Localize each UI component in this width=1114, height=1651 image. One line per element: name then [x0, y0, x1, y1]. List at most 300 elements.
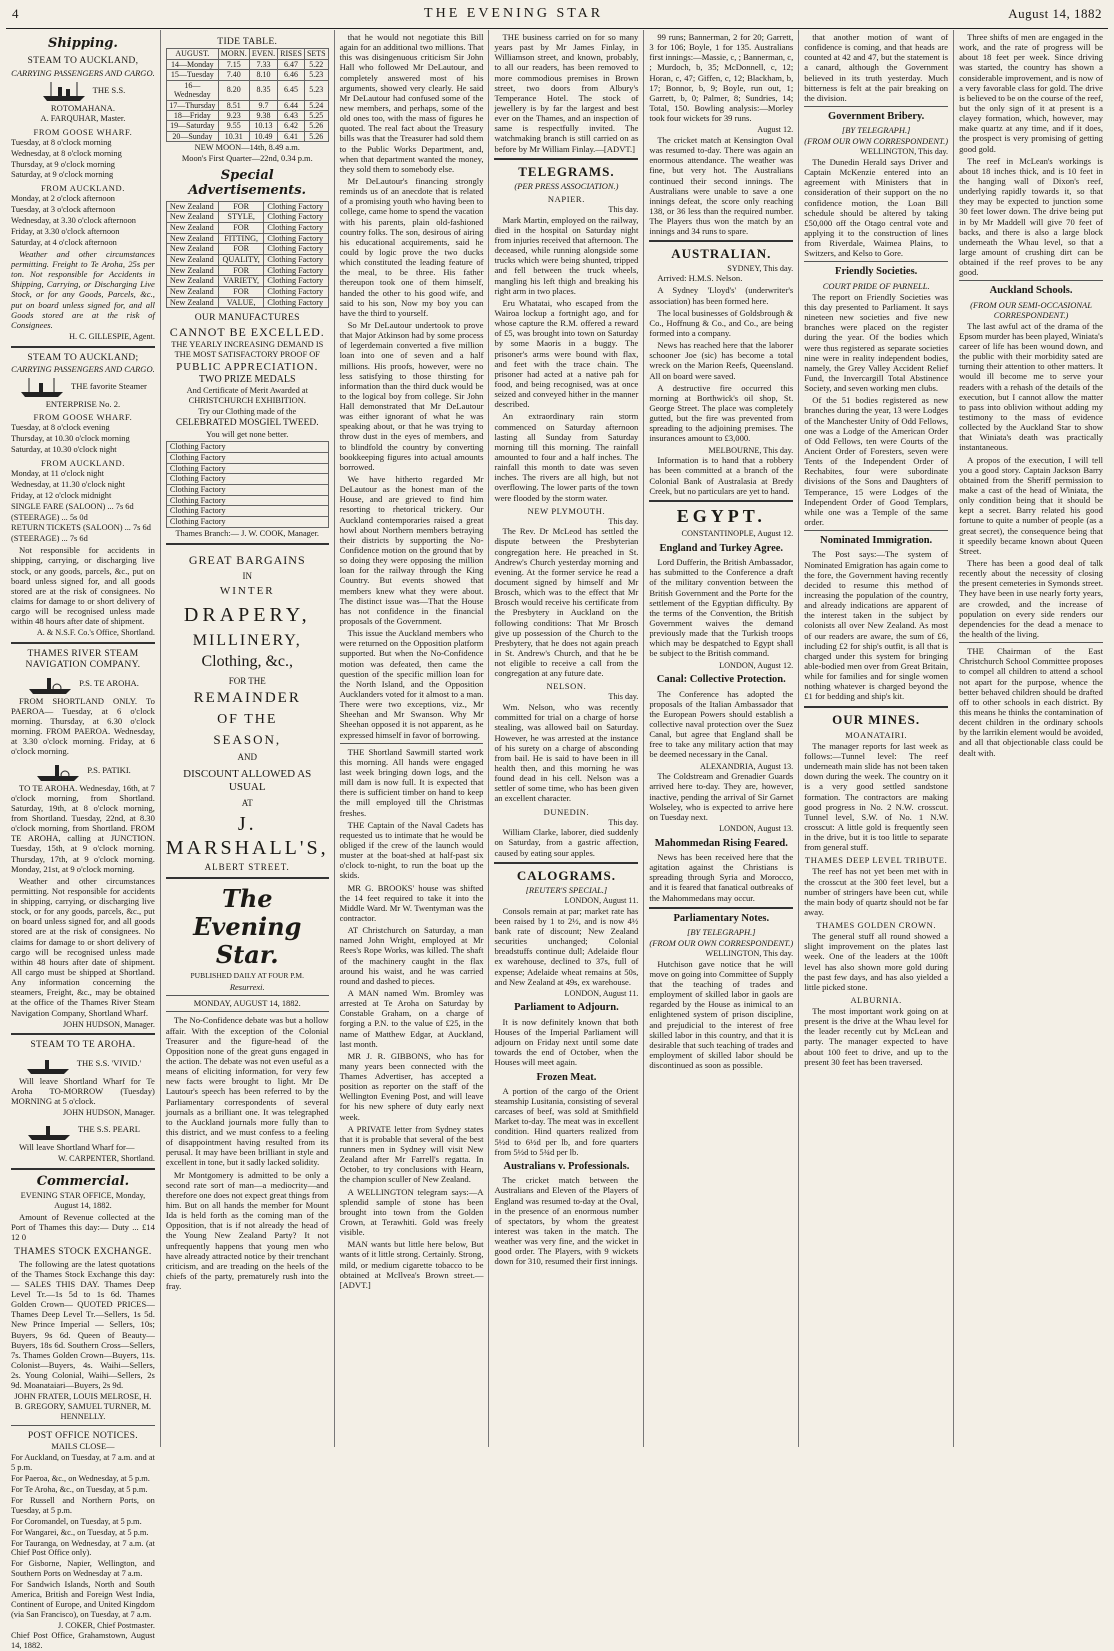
tweed-post: You will get none better.	[206, 430, 289, 440]
ad3-ship-row	[11, 672, 155, 696]
tide-row	[166, 80, 328, 100]
tide-cell: 9.23	[218, 110, 249, 120]
tide-cell: 5.23	[304, 80, 328, 100]
clothing-cell: Clothing Factory	[264, 223, 328, 234]
clothing-row	[166, 485, 328, 496]
bargain-line: ALBERT STREET.	[204, 862, 290, 873]
telegrams-subheading: (PER PRESS ASSOCIATION.)	[514, 181, 619, 192]
leader-paragraph: The No-Confidence debate was but a hollow affair. With the exception of the Colonial Treasurer and the figure-head of the Opposition none of the great guns engaged in the action. The debate was not even useful as a means of eliciting information, for very few new facts were brought to light. Mr De Lautour's speech has been referred to by the Parliamentary correspondents of several journals as a brilliant one. It was telegraphed to the Auckland journals more fully than to this district, and we must confess to a feeling of disappointment having resulted from its perusal. It may have been brilliant in style and excellent in tone, but it sadly lacked solidity.	[165, 1015, 329, 1168]
ad1-ship-name: THE S.S. ROTOMAHANA.	[50, 84, 126, 113]
clothing-cell: New Zealand	[166, 244, 218, 255]
clothing-row	[166, 452, 328, 463]
clothing-row	[166, 233, 328, 244]
bargain-line: DRAPERY,	[183, 604, 311, 627]
stock-text: The following are the latest quotations of the Thames Stock Exchange this day:— SALES THIS DAY. Thames Deep Level Tr.—1s 5d to 1s 6d. Thames Golden Crown— QUOTED PRICES— Thames Deep Level Tr.—Sellers, 1s 5d. New Prince Imperial — Sellers, 10s; Buyers, 9s 6d. Queen of Beauty—Buyers, 18s 6d. Southern Cross—Sellers, 7s. Thames Golden Crown—Buyers, 11s. Colonist—Buyers, 4s. Waihi—Sellers, 2s. Young Colonial, Waihi—Sellers, 2s 9d. Moanataiari—Buyers, 2s 9d.	[11, 1258, 155, 1391]
golden-crown-paragraph: The general stuff all round showed a slight improvement on the plates last week. One of the leaders at the 100ft level has also shown more gold during the past few days, and has also yielded a little picked stone.	[804, 931, 949, 992]
tide-row	[166, 131, 328, 141]
tide-cell: 6.41	[278, 131, 305, 141]
ad2-subheading: CARRYING PASSENGERS AND CARGO.	[11, 364, 155, 374]
tide-cell: 7.15	[218, 59, 249, 69]
frozen-meat-paragraph: A portion of the cargo of the Orient steamship Lusitania, consisting of several carcases of beef, was sold at Smithfield Market to-day. The meat was in excellent condition. Hind quarters realized from 5½d to 6½d per lb, and fore quarters from 5½d to 5¾d per lb.	[494, 1085, 639, 1157]
columns	[6, 30, 1108, 1651]
schools-sub: (FROM OUR SEMI-OCCASIONAL CORRESPONDENT.)	[970, 299, 1092, 320]
sydney-paragraph: Arrived: H.M.S. Nelson.	[657, 273, 743, 284]
tide-cell: 5.25	[304, 110, 328, 120]
column-1	[6, 30, 161, 1651]
clothing-row	[166, 474, 328, 485]
closing-paragraph: THE Chairman of the East Christchurch School Committee proposes to compel all children to attend a school not apart for the purpose, whence the better behaved children should be drafted off to other schools in each district. By this means he thinks the contamination of decent children in the ordinary schools by the larrikin element would be avoided, and all that objectionable class could be dealt with.	[959, 646, 1103, 758]
appreciation-banner: PUBLIC APPRECIATION.	[176, 360, 319, 373]
ad2-from-2: FROM AUCKLAND.	[40, 457, 125, 468]
column-5	[644, 30, 799, 1447]
medals-sub: And Certificate of Merit Awarded at CHRISTCHURCH EXHIBITION.	[186, 386, 308, 406]
clothing-cell: New Zealand	[166, 233, 218, 244]
ad4-signature: JOHN HUDSON, Manager.	[63, 1019, 155, 1029]
steamship-icon	[19, 375, 65, 399]
article-paragraph: Three shifts of men are engaged in the work, and the rate of progress will be about 18 feet per week. Since driving was started, the country has shown a considerable improvement, and is now of a very favorable class for gold. The drive is believed to be on the course of the reef, but the only sign of it at present is a clayey formation, which, however, may make quartz at any time, and if it does, the prospect is very promising of getting good gold.	[959, 32, 1103, 154]
post-signature: J. COKER, Chief Postmaster.	[57, 1620, 155, 1630]
ad2-schedule-2-2: Friday, at 12 o'clock midnight	[11, 490, 112, 500]
parliament-sub: [BY TELEGRAPH.]	[687, 927, 756, 938]
frozen-meat-heading: Frozen Meat.	[536, 1071, 597, 1083]
bargain-line: AT	[241, 798, 253, 809]
ad2-heading: STEAM TO AUCKLAND;	[27, 351, 139, 363]
ad1-schedule-2-0: Monday, at 2 o'clock afternoon	[11, 194, 115, 204]
tweed-pre: Try our Clothing made of the	[198, 407, 297, 417]
divider	[494, 862, 638, 864]
ad3-ship-name: P.S. TE AROHA.	[79, 677, 139, 688]
bargain-line: Clothing, &c.,	[201, 652, 294, 670]
new-plymouth-date: This day.	[608, 516, 639, 526]
dunedin-date: This day.	[608, 817, 639, 827]
tide-cell: 19—Saturday	[166, 121, 218, 131]
immigration-heading: Nominated Immigration.	[820, 535, 933, 547]
paddle-steamer-icon	[35, 759, 81, 783]
divider	[494, 158, 638, 160]
article-paragraph: We have hitherto regarded Mr DeLautour as the honest man of the House, and are grieved to find him resorting to rhetorical trickery. Our Auckland contemporaries raised a great howl about Northern members betraying their districts by supporting the No-Confidence motion on the ground that by so doing they were opposing the million loan for the railway through the King Country. But events showed that members knew what they were about. The distinct issue was—That the House has not confidence in the financial proposals of the Government.	[339, 474, 484, 627]
ad1-ship-row	[11, 79, 155, 113]
calograms-heading: CALOGRAMS.	[516, 867, 617, 883]
ad6-signature: W. CARPENTER, Shortland.	[58, 1153, 155, 1163]
page-number: 4	[12, 6, 19, 21]
sydney-paragraph: A destructive fire occurred this morning at Borthwick's oil shop, St. George Street. The place was completely gutted, but the fire was prevented from spreading to the adjoining premises. The insurances amount to £3,000.	[649, 382, 794, 444]
post-line: For Russell and Northern Ports, on Tuesday, at 5 p.m.	[11, 1495, 155, 1515]
column-2	[161, 30, 335, 1447]
bargain-line: WINTER	[219, 585, 275, 598]
tide-row	[166, 70, 328, 80]
tide-moon-1: NEW MOON—14th, 8.49 a.m.	[194, 143, 300, 153]
tide-heading: TIDE TABLE.	[217, 36, 278, 47]
clothing-cell: Clothing Factory	[264, 265, 328, 276]
post-line: For Tauranga, on Wednesday, at 7 a.m. (at Chief Post Office only).	[11, 1538, 155, 1558]
post-footer: Chief Post Office, Grahamstown, August 14, 1882.	[11, 1631, 155, 1651]
ad6-text: Will leave Shortland Wharf for—	[19, 1141, 135, 1152]
fare-3: (STEERAGE) ... 7s 6d	[11, 534, 88, 544]
immigration-paragraph: The Post says:—The system of Nominated Emigration has again come to the fore, the Government having recently decided to resume this method of increasing the population of the country, and already indications are apparent of the interest taken in the subject by colonists all over New Zealand. As most of our readers are aware, the sum of £6, including £2 for ship's outfit, is all that is charged under this system for bringing able-bodied men over from Great Britain, while for families and for single women nothing whatever is charged beyond the £1 for bedding and ship's kit.	[804, 549, 949, 702]
post-heading: POST OFFICE NOTICES.	[27, 1430, 138, 1442]
divider	[166, 543, 329, 545]
wellington-dateline: WELLINGTON, This day.	[705, 949, 794, 959]
news-item: MAN wants but little here below, But wants of it little strong. Certainly. Strong, mild, or medium cigarette tobacco to be obtained at McIlvea's Brown street.—[ADVT.]	[339, 1239, 484, 1290]
clothing-cell: FOR	[218, 244, 263, 255]
tide-col-header: AUGUST.	[166, 49, 218, 59]
bribery-paragraph: The Dunedin Herald says Driver and Captain McKenzie entered into an agreement with Ministers that in consideration of their support on the no confidence motion, the Loan Bill schedule should be altered by taking £50,000 off the Otago central vote and applying it to the construction of lines from Riverdale, Waimea Plains, to Switzers, and Kelso to Gore.	[804, 157, 949, 259]
article-paragraph: The reef in McLean's workings is about 18 inches thick, and is 10 feet in the hanging wall of Dixon's reef, underlying rapidly towards it, so that they may be expected to junction some 30 feet lower down. The drive being put in by Mr Maddell will give 70 feet of backs, and there is also a large block underneath the Whau level, so that a large amount of crushing dirt can be obtained if the reef proves to be any good.	[959, 155, 1103, 278]
commercial-text: Amount of Revenue collected at the Port of Thames this day:— Duty ... £14 12 0	[11, 1211, 155, 1243]
tide-cell: 9.7	[249, 100, 277, 110]
clothing-cell: FOR	[218, 201, 263, 212]
bribery-sub-2: (FROM OUR OWN CORRESPONDENT.)	[804, 136, 949, 147]
commercial-heading: Commercial.	[36, 1173, 130, 1189]
australian-heading: AUSTRALIAN.	[671, 246, 772, 262]
ad2-ship-name: THE favorite Steamer ENTERPRISE No. 2.	[45, 380, 147, 410]
clothing-cell: Clothing Factory	[264, 212, 328, 223]
news-item: THE Shortland Sawmill started work this morning. All hands were engaged last week bringing down logs, and the mill dam is now full. It is expected that there is sufficient timber on hand to keep the mill employed till the Christmas freshes.	[339, 746, 484, 818]
clothing-cell: Clothing Factory	[166, 442, 328, 453]
ad1-schedule-2-3: Friday, at 3.30 o'clock afternoon	[11, 227, 120, 237]
cricket-paragraph: The cricket match at Kensington Oval was resumed to-day. There was again an enormous attendance. The weather was fine, but very hot. The Australians continued their second innings. The Australians were unable to save a one innings defeat, the score only reaching 138, or 36 less than the required number. The Players thus won the match by an innings and 34 runs to spare.	[649, 134, 794, 237]
divider	[11, 1033, 155, 1035]
finlay-advert: THE business carried on for so many years past by Mr James Finlay, in Williamson street, and known, probably, to all our readers, has been removed to more commodious premises in Brown street, two doors from Albury's Temperance Hotel. The stock of jewellery is by far the largest and best ever on the Thames, and an inspection of same is respectfully invited. The watchmaking branch is still carried on as before by Mr William Finlay.—[ADVT.]	[494, 32, 639, 154]
clothing-cell: Clothing Factory	[264, 244, 328, 255]
clothing-row	[166, 276, 328, 287]
masthead-title: THE EVENING STAR	[424, 6, 604, 21]
divider	[340, 743, 484, 744]
post-line: For Paeroa, &c., on Wednesday, at 5 p.m.	[11, 1474, 150, 1484]
divider	[166, 1011, 329, 1012]
clothing-row	[166, 201, 328, 212]
clothing-row	[166, 297, 328, 308]
dunedin-paragraph: William Clarke, laborer, died suddenly on Saturday, from a gastric affection, caused by eating sour apples.	[494, 827, 639, 858]
tide-cell: 6.46	[278, 70, 305, 80]
tide-row	[166, 59, 328, 69]
sydney-paragraph: The local businesses of Goldsbrough & Co., Hoffnung & Co., and Co., are being formed into a company.	[649, 307, 794, 339]
motto: Resurrexi.	[229, 981, 265, 992]
clothing-cell: FOR	[218, 223, 263, 234]
steamship-icon	[25, 1052, 71, 1076]
divider	[11, 1425, 155, 1426]
clothing-cell: Clothing Factory	[166, 463, 328, 474]
manufactures-heading: OUR MANUFACTURES	[194, 312, 300, 324]
excelled-banner: CANNOT BE EXCELLED.	[169, 324, 325, 339]
divider	[804, 706, 948, 708]
tide-moon-2: Moon's First Quarter—22nd, 0.34 p.m.	[181, 154, 313, 164]
bargain-line: DISCOUNT ALLOWED AS USUAL	[183, 768, 312, 794]
masthead-date: August 14, 1882	[1008, 6, 1102, 21]
clothing-cell: FITTING,	[218, 233, 263, 244]
tide-cell: 8.35	[249, 80, 277, 100]
clothing-row	[166, 244, 328, 255]
clothing-cell: STYLE,	[218, 212, 263, 223]
clothing-cell: Clothing Factory	[166, 495, 328, 506]
clothing-row	[166, 517, 328, 528]
clothing-row	[166, 495, 328, 506]
ad1-note: Weather and other circumstances permitting. Freight to Te Aroha, 25s per ton. Not responsible for Accidents in Shipping, Carrying, or Discharging Live Stock, or for any Goods, Parcels, &c., put on board unless signed for, and all Goods stored are at the risk of Consignees.	[11, 248, 155, 330]
clothing-cell: Clothing Factory	[166, 485, 328, 496]
tide-cell: 18—Friday	[166, 110, 218, 120]
london-paragraph: Consols remain at par; market rate has been raised by 1 to 2½, and is now 4½ bank rate of discount; New Zealand securities unchanged; Colonial breadstuffs continue dull; Adelaide flour ex warehouse, declined to 37s, full of expense; Adelaide wheat remains at 50s, and New Zealand at 49s, ex warehouse.	[494, 905, 639, 987]
friendly-paragraph: Of the 51 bodies registered as new branches during the year, 13 were Lodges of the Manchester Unity of Odd Fellows, one was a Lodge of the American Order of Odd Fellows, ten were Courts of the Ancient Order of Foresters, seven were Tents of the Independent Order of Rechabites, four were subordinate divisions of the Sons and Daughters of Temperance, 15 were Lodges of the Independent Order of Good Templars, while one was a Temple of the same order.	[804, 395, 949, 527]
post-line: For Gisborne, Napier, Wellington, and Southern Ports on Wednesday at 7 a.m.	[11, 1559, 155, 1579]
ad5-text: Will leave Shortland Wharf for Te Aroha TO-MORROW (Tuesday) MORNING at 5 o'clock.	[11, 1075, 155, 1107]
ad1-subheading: CARRYING PASSENGERS AND CARGO.	[11, 67, 155, 78]
post-line: For Sandwich Islands, North and South America, British and Foreign West India, Continent of Europe, and United Kingdom (via San Francisco), on Tuesday, at 7 a.m.	[11, 1580, 155, 1619]
post-subheading: MAILS CLOSE—	[51, 1442, 115, 1452]
ad2-schedule-1-1: Thursday, at 10.30 o'clock morning	[11, 434, 130, 444]
ad2-ship-row	[11, 375, 155, 409]
divider	[11, 642, 155, 644]
newspaper-nameplate: The Evening Star.	[193, 883, 302, 970]
ad1-schedule-2-1: Tuesday, at 3 o'clock afternoon	[11, 205, 116, 215]
clothing-cell: Clothing Factory	[264, 297, 328, 308]
ad6-ship-name: THE S.S. PEARL	[77, 1123, 140, 1134]
london-dateline: LONDON, August 11.	[564, 988, 639, 998]
tide-cell: 8.20	[218, 80, 249, 100]
tide-cell: 14—Monday	[166, 59, 218, 69]
clothing-row	[166, 287, 328, 298]
cricket-paragraph: The cricket match between the Australians and Eleven of the Players of England was resumed to-day at the Oval, in the presence of an enormous number of spectators, by whom the greatest interest was taken in the match. The weather was very fine, and the wicket in good order. The Players, with 9 wickets down for 310, resumed their first innings.	[494, 1175, 639, 1267]
clothing-cell: QUALITY,	[218, 255, 263, 266]
fare-2: RETURN TICKETS (SALOON) ... 7s 6d	[11, 523, 151, 533]
article-paragraph: that he would not negotiate this Bill again for an additional two millions. That this was disingenuous criticism Sir John Hall who followed Mr DeLautour, and completely answered most of his arguments, showed very clearly. He said Mr DeLautour had confused some of the new members, and perhaps, some of the old ones too, with the mass of figures he quoted. The real fact about the Treasury bills was that the Treasurer had sold them to the Public Works Department, and, when that department wanted the money, they sold them to somebody else.	[339, 32, 484, 174]
tide-col-header: EVEN.	[249, 49, 277, 59]
clothing-factory-table	[166, 201, 329, 309]
masthead	[6, 0, 1108, 29]
clothing-cell: New Zealand	[166, 255, 218, 266]
bargain-line: SEASON,	[213, 732, 282, 748]
napier-paragraph: An extraordinary rain storm commenced on Saturday afternoon lasting all Sunday from Saturday morning till this morning. The rainfall amounted to four and a half inches. The rainfall this month to date was seven inches. The rivers are all high, but not overflowing. The lower parts of the town were flooded by the storm water.	[494, 411, 639, 503]
divider	[804, 261, 948, 262]
ad5-ship-row	[11, 1052, 155, 1076]
new-plymouth-paragraph: The Rev. Dr McLeod has settled the dispute between the Presbyterian congregation here. He preached in St. Andrew's Church yesterday morning and evening. At the former service he read a document signed by himself and Mr Brosch, which was to the effect that Mr Brosch would receive his certificate from the Presbytery in Auckland on the following conditions: That Mr Brosch give up possession of the Church to the Presbytery, that he does not again preach in St. Andrew's Church, and that he be not eligible to receive a call from the congregation at any future date.	[494, 526, 639, 679]
bargain-line: AND	[237, 751, 257, 762]
london-dateline: August 12.	[757, 125, 794, 135]
egypt-heading: EGYPT.	[676, 505, 766, 526]
tide-cell: 5.26	[304, 131, 328, 141]
column-6	[799, 30, 954, 1447]
ad1-from-2: FROM AUCKLAND.	[40, 183, 125, 194]
bargain-line: MILLINERY,	[192, 631, 302, 649]
clothing-cell: New Zealand	[166, 201, 218, 212]
clothing-row	[166, 506, 328, 517]
tide-cell: 6.43	[278, 110, 305, 120]
ad4-ship-row	[11, 759, 155, 783]
canal-paragraph: The Conference has adopted the proposals of the Italian Ambassador that the European Powers should establish a collective naval protection over the Suez Canal, but agree that England shall be free to take any military action that may be deemed necessary in the Canal.	[649, 688, 794, 760]
napier-date: This day.	[608, 205, 639, 215]
clothing-cell: VALUE,	[218, 297, 263, 308]
tide-cell: 6.42	[278, 121, 305, 131]
column-3	[335, 30, 490, 1447]
tide-col-header: RISES	[278, 49, 305, 59]
clothing-row	[166, 463, 328, 474]
ad6-ship-row	[11, 1118, 155, 1142]
clothing-cell: Clothing Factory	[264, 233, 328, 244]
alburnia-heading: ALBURNIA.	[850, 995, 902, 1006]
post-line: For Wangarei, &c., on Tuesday, at 5 p.m.	[11, 1527, 149, 1537]
bargain-line: FOR THE	[228, 675, 266, 686]
clothing-cell: Clothing Factory	[166, 452, 328, 463]
london-dateline: LONDON, August 11.	[564, 896, 639, 905]
divider	[166, 995, 329, 996]
news-item: A WELLINGTON telegram says:—A splendid sample of stone has been brought into town from the Golden Crown, at Terawhiti. Gold was freely visible.	[339, 1186, 484, 1238]
melbourne-dateline: MELBOURNE, This day.	[708, 445, 794, 455]
schools-paragraph: The last awful act of the drama of the Epsom murder has been played, Winiata's career of life has been wound down, and the public with their morbidity sated are turning their attention to other matters. It would ill become me to serve your readers with a rehash of the details of the execution, but I cannot allow the matter to pass into oblivion without adding my testimony to the mass of evidence collected by the Auckland Star to show that Winiata's death was practically instantaneous.	[959, 320, 1103, 453]
ad1-schedule-1-3: Saturday, at 9 o'clock morning	[11, 170, 114, 180]
clothing-factory-table-2	[166, 441, 329, 527]
divider	[804, 106, 948, 107]
news-item: MR G. BROOKS' house was shifted the 14 feet required to take it into the Middle Ward. Mr W. Twentyman was the contractor.	[339, 882, 484, 923]
ad1-agent: A. FARQUHAR, Master.	[40, 113, 126, 123]
paddle-steamer-icon	[27, 672, 73, 696]
rising-heading: Mahommedan Rising Feared.	[654, 837, 788, 849]
tide-cell: 9.38	[249, 110, 277, 120]
dunedin-heading: DUNEDIN.	[543, 806, 590, 817]
tweed-banner: CELEBRATED MOSGIEL TWEED.	[175, 418, 319, 429]
cricket-heading: Australians v. Professionals.	[503, 1160, 630, 1172]
ad2-from-1: FROM GOOSE WHARF.	[33, 412, 133, 423]
tide-cell: 10.13	[249, 121, 277, 131]
ad3-text: FROM SHORTLAND ONLY. To PAEROA— Tuesday, at 6 o'clock morning. Thursday, at 6.30 o'clock morning. FROM PAEROA. Wednesday, at 3.30 o'clock morning. Friday, at 6 o'clock morning.	[11, 695, 155, 757]
column-4	[489, 30, 644, 1447]
steamship-icon	[26, 1118, 72, 1142]
ad2-schedule-1-0: Tuesday, at 8 o'clock evening	[11, 423, 110, 433]
friendly-sub: COURT PRIDE OF PARNELL.	[822, 280, 930, 291]
divider	[649, 907, 793, 909]
medals: TWO PRIZE MEDALS	[198, 373, 296, 385]
napier-paragraph: Eru Whatatai, who escaped from the Wairoa lockup a fortnight ago, and for whose capture the R.M. offered a reward of £5, was brought into town on Saturday by some Maoris in a buggy. The prisoner's arms were bound with flax, and feet with the trace chain. The prisoner had acted at a native pah for food, and being recognised, was at once seized and conveyed hither in the manner described.	[494, 297, 639, 410]
cricket-score-paragraph: 99 runs; Bannerman, 2 for 20; Garrett, 3 for 106; Boyle, 1 for 135. Australians first innings:—Massie, c, ; Bannerman, c, ; Murdoch, b, 35; McDonnell, c, 12; Horan, c, 47; Giffen, c, 12; Blackham, b, 17; Bonnor, b, 9; Boyle, run out, 1; Garrett, b, 0; Palmer, 8; Sundries, 14; Total, 150. Bowling analysis:—Morley took four wickets for 39 runs.	[649, 32, 794, 124]
article-paragraph: This issue the Auckland members who were returned on the Opposition platform supported. But when the No-Confidence motion was defeated, then came the question of the specific million loan for the North Island, and the Opposition Aucklanders voted for it almost to a man. There were two exceptions, viz., Mr Sheehan and Mr Swanson. Why Mr Sheehan opposed it is not apparent, as he expressed himself in favor of borrowing.	[339, 628, 484, 740]
tide-cell: 5.23	[304, 70, 328, 80]
london-dateline: LONDON, August 13.	[719, 823, 794, 833]
ad5-ship-name: THE S.S. 'VIVID.'	[76, 1057, 142, 1068]
post-line: For Auckland, on Tuesday, at 7 a.m. and at 5 p.m.	[11, 1453, 155, 1473]
news-item: AT Christchurch on Saturday, a man named John Wright, employed at Mr Rees's Rope Works, was killed. The shaft of the machinery caught in the flax around his waist, and he was carried round and dashed to pieces.	[339, 925, 484, 986]
tide-cell: 6.47	[278, 59, 305, 69]
excelled-sub: THE YEARLY INCREASING DEMAND IS THE MOST SATISFACTORY PROOF OF	[171, 339, 324, 359]
tide-cell: 8.10	[249, 70, 277, 80]
tide-cell: 5.22	[304, 59, 328, 69]
fare-1: (STEERAGE) ... 5s 0d	[11, 512, 88, 522]
clothing-cell: New Zealand	[166, 223, 218, 234]
turkey-paragraph: Lord Dufferin, the British Ambassador, has submitted to the Conference a draft of the military convention between the British Government and the Porte for the settlement of the Egyptian difficulty. By the terms of the Convention, the British Government waives the demand previously made that the Turkish troops which may be despatched to Egypt shall be subject to the British command.	[649, 557, 794, 659]
london-dateline: LONDON, August 12.	[719, 660, 794, 670]
ad1-heading: STEAM TO AUCKLAND,	[27, 55, 139, 67]
clothing-cell: New Zealand	[166, 212, 218, 223]
wellington-dateline: WELLINGTON, This day.	[860, 147, 949, 157]
telegrams-heading: TELEGRAMS.	[518, 163, 615, 179]
marshall-advert	[166, 553, 329, 873]
ad4-ship-name: P.S. PATIKI.	[87, 764, 131, 775]
clothing-cell: VARIETY,	[218, 276, 263, 287]
article-paragraph: Mr DeLautour's financing strongly reminds us of an anecdote that is related of a promising youth who having been to college, came home to spend the vacation with his parents, plain old-fashioned country folks. The son, desirous of airing his educational acquirements, said he could by logic prove the two ducks which constituted the leading feature of the meal, to be three. His father thereupon took one of them himself, handed the other to his good wife, and said to his son, Now my boy you can have the third to yourself.	[339, 175, 484, 318]
ad4-text: TO TE AROHA. Wednesday, 16th, at 7 o'clock morning, from Shortland. Saturday, 19th, at 8 o'clock morning, from Shortland. Tuesday, 22nd, at 8.30 o'clock morning, from Shortland. FROM TE AROHA, calling at JUNCTION. Tuesday, 15th, at 9 o'clock morning. Thursday, 17th, at 9 o'clock morning. Monday, 21st, at 9 o'clock morning.	[11, 782, 155, 874]
clothing-cell: FOR	[218, 265, 263, 276]
article-paragraph: So Mr DeLautour undertook to prove that Major Atkinson had by some process of legerdemain converted a five million loan into one of seven and a half millions. His proofs, however, were no less satisfying to those thirsting for information than the third duck would be to the logical boy from college. Sir John Hall demonstrated that Mr DeLautour was either ignorant of what he was speaking about, or that he was trying to throw dust in the eyes of members, and to blindfold the country by converting bookkeeping figures into actual amounts borrowed.	[339, 319, 484, 472]
schools-heading: Auckland Schools.	[989, 285, 1073, 297]
bargain-line: GREAT BARGAINS	[188, 552, 306, 567]
tide-cell: 5.24	[304, 100, 328, 110]
post-line: For Coromandel, on Tuesday, at 5 p.m.	[11, 1516, 142, 1526]
stock-heading: THAMES STOCK EXCHANGE.	[14, 1246, 152, 1258]
divider	[649, 500, 793, 502]
ad1-schedule-1-1: Wednesday, at 8 o'clock morning	[11, 148, 122, 158]
melbourne-paragraph: Information is to hand that a robbery has been committed at a branch of the Colonial Bank of Australasia at Bredy Creek, but no particulars are yet to hand.	[649, 455, 794, 496]
ad3-heading: THAMES RIVER STEAM NAVIGATION COMPANY.	[25, 648, 141, 671]
tide-cell: 20—Sunday	[166, 131, 218, 141]
column-7	[954, 30, 1108, 1447]
ad2-note: Not responsible for accidents in shipping, carrying, or discharging live stock, or any goods, parcels, &c., put on board unless signed for, and all goods stored are at the risk of consignees. No claims for damage to or short delivery of cargo will be recognised unless made within 48 hours after date of shipment.	[11, 545, 155, 627]
bargain-line: OF THE	[217, 711, 278, 727]
schools-paragraph: A propos of the execution, I will tell you a good story. Captain Jackson Barry obtained from the Sheriff permission to make a cast of the head of Winiata, the only condition being that it should be kept a secret. Barry related his good fortune to quite a number of people (as a great secret), the consequence being that it speedily became known about Queen Street.	[959, 454, 1103, 556]
tide-col-header: SETS	[304, 49, 328, 59]
rising-paragraph: News has been received here that the agitation against the Christians is spreading through Syria and Morocco, and it is feared that fanatical outbreaks of the Mahommedans may occur.	[649, 851, 794, 903]
canal-heading: Canal: Collective Protection.	[656, 674, 786, 686]
tide-cell: 6.45	[278, 80, 305, 100]
turkey-heading: England and Turkey Agree.	[659, 542, 784, 554]
special-ads-heading: Special Advertisements.	[188, 168, 307, 199]
adjourn-paragraph: It is now definitely known that both Houses of the Imperial Parliament will adjourn on Friday next until some date towards the end of October, when the Houses will meet again.	[494, 1016, 639, 1068]
sydney-dateline: SYDNEY, This day.	[727, 263, 794, 273]
nelson-heading: NELSON.	[546, 681, 587, 692]
published-line: PUBLISHED DAILY AT FOUR P.M.	[190, 970, 304, 980]
news-item: A PRIVATE letter from Sydney states that it is probable that several of the best runners men in Sydney will visit New Zealand after Mr Farrell's regatta. In October, to try conclusions with Hearn, the champion sculler of New Zealand.	[339, 1123, 484, 1185]
divider	[11, 1168, 155, 1170]
tide-cell: 16—Wednesday	[166, 80, 218, 100]
tide-cell: 5.26	[304, 121, 328, 131]
alexandria-paragraph: The Coldstream and Grenadier Guards arrived here to-day. They are, however, inactive, pending the arrival of Sir Garnet Wolseley, who is expected to arrive here on Tuesday next.	[649, 771, 794, 822]
clothing-cell: Clothing Factory	[264, 287, 328, 298]
tide-row	[166, 110, 328, 120]
ad5-signature: JOHN HUDSON, Manager.	[63, 1108, 155, 1118]
ad2-schedule-2-1: Wednesday, at 11.30 o'clock night	[11, 479, 125, 489]
clothing-row	[166, 442, 328, 453]
nelson-paragraph: Wm. Nelson, who was recently committed for trial on a charge of horse stealing, was allowed bail on Saturday. However, he was arrested at the instance of his surety on a charge of absconding from bail. He is said to have been in ill health then, and this morning he was found dead in his cell. Nelson was a settler of some time, who has been given an excellent character.	[494, 702, 639, 804]
constantinople-dateline: CONSTANTINOPLE, August 12.	[681, 529, 794, 539]
napier-heading: NAPIER.	[547, 194, 585, 205]
sydney-paragraph: News has reached here that the laborer schooner Joe (sic) has become a total wreck on the Marion Reefs, Queensland. All on board were saved.	[649, 340, 794, 381]
news-item: THE Captain of the Naval Cadets has requested us to intimate that he would be obliged if the crew of the launch would muster at the boat-shed at half-past six o'clock to-night, to run the boat up the skids.	[339, 819, 484, 881]
ad4-note: Weather and other circumstances permitting. Not responsible for accidents in shipping, carrying, or discharging live stock, or for any goods, parcels, &c., put on board unless signed for, and all goods stored are at the risk of consignees. No claims for damage to or short delivery of cargo will be recognised unless made within 48 hours after date of shipment. All cargo must be shipped at Shortland. Any information concerning the steamers, Freight, &c., may be obtained at the office of the Thames River Steam Navigation Company, Shortland Wharf.	[11, 875, 155, 1018]
ad1-schedule-2-4: Saturday, at 4 o'clock afternoon	[11, 237, 117, 247]
clothing-cell: New Zealand	[166, 276, 218, 287]
tide-row	[166, 121, 328, 131]
tide-cell: 6.44	[278, 100, 305, 110]
ad1-signature: H. C. GILLESPIE, Agent.	[69, 332, 155, 342]
tribute-paragraph: The reef has not yet been met with in the crosscut at the 300 feet level, but a number of stringers have been cut, while the main body of quartz should not be far away.	[804, 866, 949, 918]
tide-table	[166, 48, 329, 142]
news-item: A MAN named Wm. Bromley was arrested at Te Aroha on Saturday by Constable Graham, on a charge of forging a P.N. to the value of £25, in the name of Matthew Edgar, at Auckland, last month.	[339, 987, 484, 1049]
shipping-heading: Shipping.	[47, 36, 118, 51]
divider	[804, 530, 948, 531]
stock-brokers: JOHN FRATER, LOUIS MELROSE, H. B. GREGORY, SAMUEL TURNER, M. HENNELLY.	[14, 1392, 152, 1422]
new-plymouth-heading: NEW PLYMOUTH.	[527, 505, 606, 516]
bribery-heading: Government Bribery.	[828, 110, 925, 122]
steamship-icon	[41, 79, 87, 103]
clothing-cell: Clothing Factory	[264, 201, 328, 212]
tide-cell: 10.49	[249, 131, 277, 141]
divider	[11, 346, 155, 348]
ad1-schedule-1-0: Tuesday, at 8 o'clock morning	[11, 137, 112, 147]
clothing-cell: New Zealand	[166, 297, 218, 308]
clothing-cell: Clothing Factory	[166, 474, 328, 485]
ad5-heading: STEAM TO TE AROHA.	[30, 1039, 136, 1051]
divider	[166, 877, 329, 879]
fare-0: SINGLE FARE (SALOON) ... 7s 6d	[11, 501, 134, 511]
clothing-row	[166, 255, 328, 266]
edition-date: MONDAY, AUGUST 14, 1882.	[193, 998, 301, 1008]
tide-cell: 17—Thursday	[166, 100, 218, 110]
